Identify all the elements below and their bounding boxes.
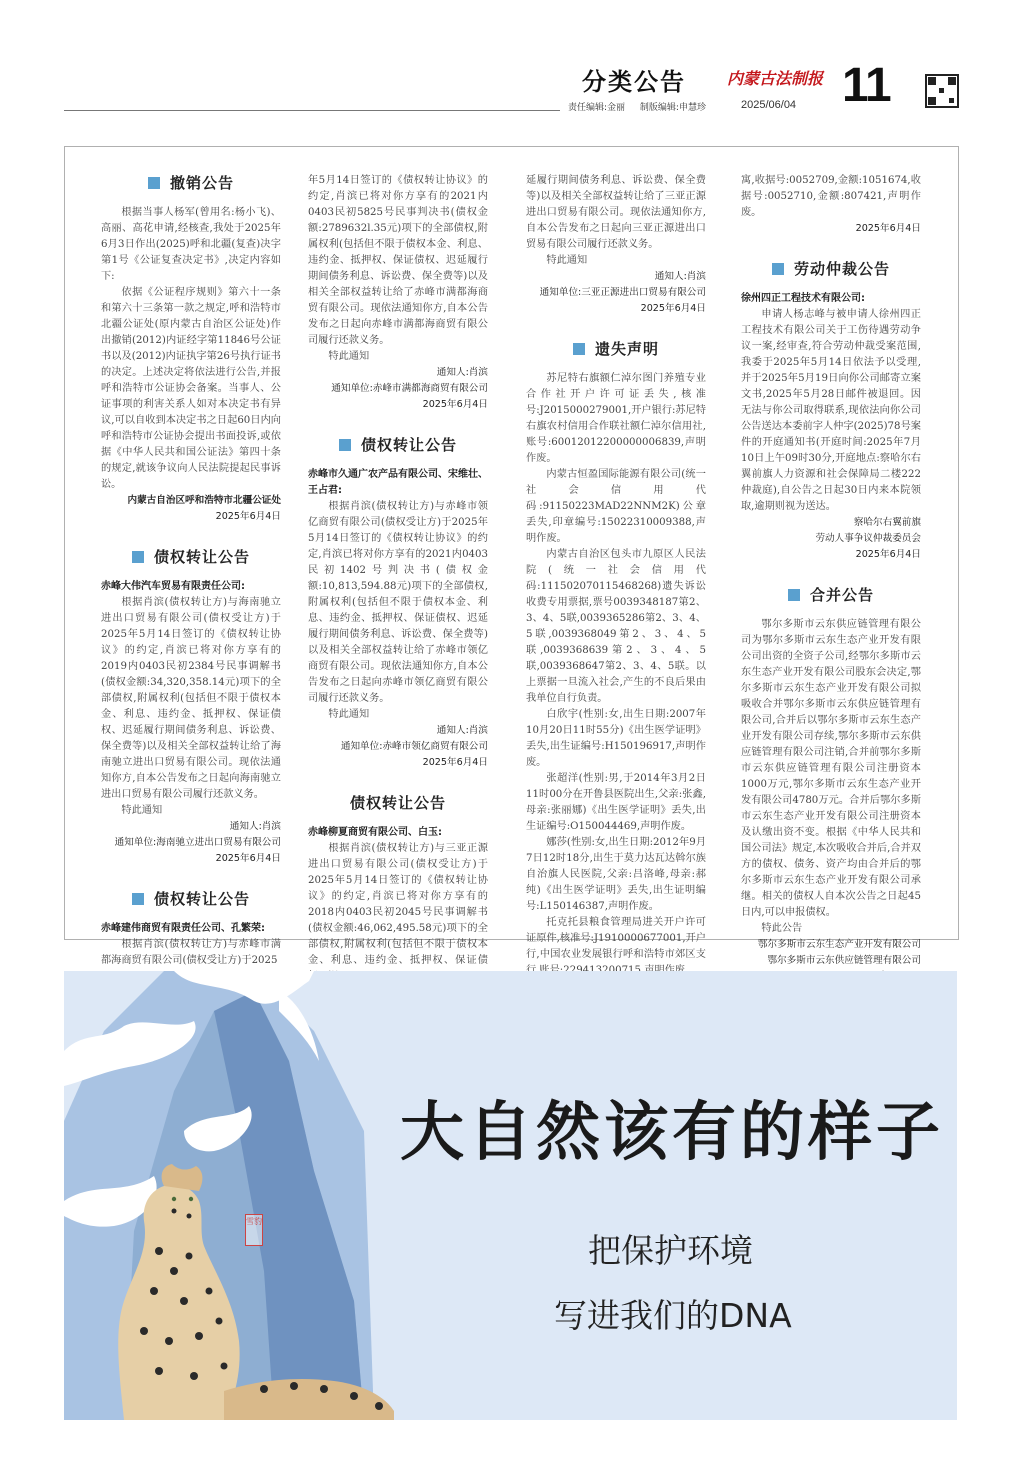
notice-column-3 [526,173,706,960]
notice-date: 2025年6月4日 [855,549,921,560]
notice-signer: 察哈尔右翼前旗 [853,517,921,528]
editor-responsible: 责任编辑:金丽 [568,103,626,113]
notice-addressee: 赤峰市久通广农产品有限公司、宋维壮、王占君: [308,469,488,496]
notice-signer: 通知单位:赤峰市领亿商贸有限公司 [340,741,488,752]
public-service-poster [64,971,957,1420]
notice-paragraph: 寓,收据号:0052709,金额:1051674,收据号:0052710,金额:807421,声明作废。 [741,175,921,218]
notice-addressee: 赤峰建伟商贸有限责任公司、孔繁荣: [101,923,265,934]
notices-frame [64,146,959,966]
notice-title: 债权转让公告 [101,891,281,907]
poster-line-1: 把保护环境 [588,1231,753,1270]
notice-paragraph: 申请人杨志峰与被申请人徐州四正工程技术有限公司关于工伤待遇劳动争议一案,经审查,符合劳动仲裁受案范围,我委于2025年5月14日依法予以受理,并于2025年5月19日向你公司邮寄立案文书,2025年5月28日邮件被退回。因无法与你公司取得联系,现依法向你公司公告送达本委前字人仲字(2025)78号案件的开庭通知书(开庭时间:2025年7月10日上午09时30分,开庭地点:察哈尔右翼前旗人力资源和社会保障局二楼222仲裁庭),自公告之日起30日内来本院领取,逾期则视为送达。 [741,309,921,512]
notice-paragraph: 根据当事人杨军(曾用名:杨小飞)、高丽、高花申请,经核查,我处于2025年6月3日作出(2025)呼和北疆(复查)决字第1号《公证复查决定书》,决定内容如下: [101,207,281,282]
notice-paragraph: 根据肖滨(债权转让方)与赤峰市领亿商贸有限公司(债权受让方)于2025年5月14日签订的《债权转让协议》的约定,肖滨已将对你方享有的2021内0403民初1402号判决书(债权金额:10,813,594.88元)项下的全部债权,附属权利(包括但不限于债权本金、利息、违约金、抵押权、保证债权、迟延履行期间债务利息、诉讼费、保全费等)以及相关全部权益转让给了赤峰市领亿商贸有限公司。现依法通知你方,自本公告发布之日起向赤峰市领亿商贸有限公司履行还款义务。 [308,501,488,704]
notice-signer: 鄂尔多斯市云东生态产业开发有限公司 [757,939,921,950]
newspaper-brand: 内蒙古法制报 [727,69,824,88]
notice-addressee: 赤峰柳夏商贸有限公司、白玉: [308,827,442,838]
notice-paragraph: 依据《公证程序规则》第六十一条和第六十三条第一款之规定,呼和浩特市北疆公证处(原内蒙古自治区公证处)作出撤销(2012)内证经字第11846号公证书以及(2012)内证执字第26号执行证书的决定。上述决定将依法进行公告,并报呼和浩特市公证协会备案。当事人、公证事项的利害关系人如对本决定书有异议,可以自收到本决定书之日起60日内向呼和浩特市公证协会提出书面投诉,或依据《中华人民共和国公证法》第四十条的规定,就该争议向人民法院提起民事诉讼。 [101,287,281,490]
section-marker-icon [132,551,144,563]
section-marker-icon [132,893,144,905]
notice-signer: 鄂尔多斯市云东供应链管理有限公司 [767,955,921,966]
section-marker-icon [772,263,784,275]
section-marker-icon [148,177,160,189]
page-number: 11 [842,59,891,112]
section-title: 分类公告 [582,68,686,96]
notice-paragraph: 根据肖滨(债权转让方)与赤峰市满都海商贸有限公司(债权受让方)于2025 [101,939,281,966]
notice-date: 2025年6月4日 [215,853,281,864]
notice-paragraph: 托克托县粮食管理局进关开户许可证原件,核准号:J1910000677001,开户行,中国农业发展银行呼和浩特市郊区支 [526,917,706,960]
notice-paragraph: 特此通知 [328,709,370,720]
notice-title: 债权转让公告 [101,549,281,565]
notice-paragraph: 娜莎(性别:女,出生日期:2012年9月7日12时18分,出生于莫力达瓦达斡尔族自治旗人民医院,父亲:吕洛峰,母亲:郝纯)《出生医学证明》丢失,出生证明编号:L150146387,声明作废。 [526,837,706,912]
notice-date: 2025年6月4日 [640,303,706,314]
notice-paragraph: 张超洋(性别:男,于2014年3月2日11时00分在开鲁县医院出生,父亲:张鑫,母亲:张丽娜)《出生医学证明》丢失,出生证编号:O150044469,声明作废。 [526,773,706,832]
notice-signer: 通知人:肖滨 [436,367,488,378]
notice-signer: 通知单位:赤峰市满都海商贸有限公司 [331,383,488,394]
notice-column-1 [101,169,281,966]
notice-title: 债权转让公告 [308,437,488,453]
notice-date: 2025年6月4日 [215,511,281,522]
notice-title: 劳动仲裁公告 [741,261,921,277]
notice-column-2 [308,173,488,966]
notice-paragraph: 延履行期间债务利息、诉讼费、保全费等)以及相关全部权益转让给了三亚正源进出口贸易有限公司。现依法通知你方,自本公告发布之日起向三亚正源进出口贸易有限公司履行还款义务。 [526,175,706,250]
notice-paragraph: 内蒙古自治区包头市九原区人民法院(统一社会信用代码:11150207011546826​8)遗失诉讼收费专用票据,票号0039348187第2、3、4、5联,0039365286第2、3、4、5联,0039368049第2、3、4、5联,0039368639第2、3、4、5联,0039368647第2、3、4、5联。以上票据一旦流入社会,产生的不良后果由我单位自行负责。 [526,549,706,704]
notice-paragraph: 年5月14日签订的《债权转让协议》的约定,肖滨已将对你方享有的2021内0403民初5825号民事判决书(债权金额:2789632l.35元)项下的全部债权,附属权利(包括但不限于债权本金、利息、违约金、抵押权、保证债权、迟延履行期间债务利息、诉讼费、保全费等)以及相关全部权益转让给了赤峰市满都海商贸有限公司。现依法通知你方,自本公告发布之日起向赤峰市满都海商贸有限公司履行还款义务。 [308,175,488,346]
notice-paragraph: 特此公告 [761,923,803,934]
notice-addressee: 徐州四正工程技术有限公司: [741,293,865,304]
notice-date: 2025年6月4日 [422,757,488,768]
section-marker-icon [788,589,800,601]
notice-column-4 [741,173,921,966]
header-rule [64,110,560,111]
notice-paragraph: 特此通知 [121,805,163,816]
notice-signer: 劳动人事争议仲裁委员会 [815,533,921,544]
notice-paragraph: 根据肖滨(债权转让方)与三亚正源进出口贸易有限公司(债权受让方)于2025年5月14日签订的《债权转让协议》的约定,肖滨已将对你方享有的2018内0403民初2045号民事调解书(债权金额:46,062,495.58元)项下的全部债权,附属权利(包括但不限于债权本金、利息、违约金、抵押权、保证债 [308,843,488,966]
notice-paragraph: 根据肖滨(债权转让方)与海南驰立进出口贸易有限公司(债权受让方)于2025年5月14日签订的《债权转让协议》的约定,肖滨已将对你方享有的2019内0403民初2384号民事调解书(债权金额:34,320,358.14元)项下的全部债权,附属权利(包括但不限于债权本金、利息、违约金、抵押权、保证债权、迟延履行期间债务利息、诉讼费、保全费等)以及相关全部权益转让给了海南驰立进出口贸易有限公司。现依法通知你方,自本公告发布之日起向海南驰立进出口贸易有限公司履行还款义务。 [101,597,281,800]
notice-signer: 内蒙古自治区呼和浩特市北疆公证处 [127,495,281,506]
notice-signer: 通知人:肖滨 [436,725,488,736]
editor-layout: 制版编辑:申慧珍 [639,103,706,113]
seal-stamp: 雪豹 [245,1214,263,1246]
notice-paragraph: 特此通知 [546,255,588,266]
notice-paragraph: 苏尼特右旗额仁淖尔图门养殖专业合作社开户许可证丢失,核准号:J2015000279001,开户银行:苏尼特右旗农村信用合作联社额仁淖尔信用社,账号:60012012200000006839,声明作废。 [526,373,706,464]
notice-paragraph: 白欣宇(性别:女,出生日期:2007年10月20日11时55分)《出生医学证明》丢失,出生证编号:H150196917,声明作废。 [526,709,706,768]
notice-paragraph: 鄂尔多斯市云东供应链管理有限公司为鄂尔多斯市云东生态产业开发有限公司出资的全资子公司,经鄂尔多斯市云东生态产业开发有限公司股东会决定,鄂尔多斯市云东生态产业开发有限公司拟吸收合并鄂尔多斯市云东供应链管理有限公司,合并后以鄂尔多斯市云东生态产业开发有限公司存续,鄂尔多斯市云东供应链管理有限公司注销,合并前鄂尔多斯市云东供应链管理有限公司注册资本1000万元,鄂尔多斯市云东生态产业开发有限公司4780万元。合并后鄂尔多斯市云东生态产业开发有限公司注册资本及认缴出资不变。根据《中华人民共和国公司法》规定,本次吸收合并后,合并双方的债权、债务、资产均由合并后的鄂尔多斯市云东生态产业开发有限公司承继。相关的债权人自本次公告之日起45日内,可以申报债权。 [741,619,921,918]
issue-date: 2025/06/04 [741,99,797,111]
notice-signer: 通知单位:三亚正源进出口贸易有限公司 [539,287,706,298]
editor-credits [568,100,718,113]
notice-signer: 通知单位:海南驰立进出口贸易有限公司 [114,837,281,848]
mountain-illustration [64,971,957,1420]
notice-paragraph: 特此通知 [328,351,370,362]
poster-line-2: 写进我们的DNA [554,1296,792,1335]
notice-date: 2025年6月4日 [422,399,488,410]
notice-title: 撤销公告 [101,175,281,191]
section-marker-icon [339,439,351,451]
page-header [0,0,1024,120]
notice-date: 2025年6月4日 [855,223,921,234]
notice-addressee: 赤峰大伟汽车贸易有限责任公司: [101,581,245,592]
poster-slogan: 大自然该有的样子 [400,1096,944,1170]
notice-title: 合并公告 [741,587,921,603]
notice-paragraph: 内蒙古恒盈国际能源有限公司(统一社会信用代码:91150223MAD22NNM2K)公章丢失,印章编号:15022310009388,声明作废。 [526,469,706,544]
notice-title: 遗失声明 [526,341,706,357]
notice-title: 债权转让公告 [349,794,446,812]
qr-code-icon[interactable] [925,74,959,108]
notice-signer: 通知人:肖滨 [229,821,281,832]
notice-signer: 通知人:肖滨 [654,271,706,282]
section-marker-icon [573,343,585,355]
